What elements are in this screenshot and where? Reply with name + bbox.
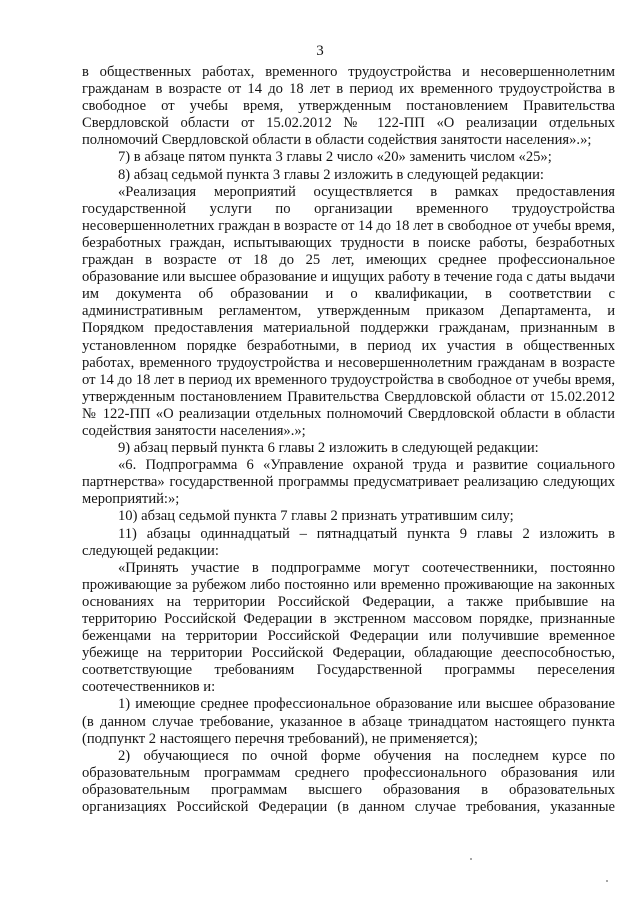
scan-speck: [606, 880, 608, 882]
paragraph-quote-realization: «Реализация мероприятий осуществляется в рамках предоставления государственной услуги по организации временного трудоустройства несовершеннолетних граждан в возрасте от 14 до 18 лет в свободное от учебы время, безработных граждан, испытывающих трудности в поиске работы, безработных граждан в возрасте от 18 до 25 лет, имеющих среднее профессиональное образование или высшее образование и ищущих работу в течение года с даты выдачи им документа об образовании и о квалификации, в соответствии с административным регламентом, утвержденным приказом Департамента, и Порядком предоставления материальной поддержки гражданам, признанным в установленном порядке безработными, в период их участия в общественных работах, временного трудоустройства и несовершеннолетним гражданам в возрасте от 14 до 18 лет в период их временного трудоустройства в свободное от учебы время, утвержденным постановлением Правительства Свердловской области от 15.02.2012 № 122-ПП «О реализации отдельных полномочий Свердловской области в области содействия занятости населения».»;: [82, 183, 615, 439]
paragraph-subitem-1: 1) имеющие среднее профессиональное образование или высшее образование (в данном случае требование, указанное в абзаце тринадцатом настоящего пункта (подпункт 2 настоящего перечня требований), не применяется);: [82, 696, 615, 747]
scan-speck: [470, 858, 472, 860]
paragraph-quote-subprogram-6: «6. Подпрограмма 6 «Управление охраной труда и развитие социального партнерства» государственной программы предусматривает реализацию следующих мероприятий:»;: [82, 457, 615, 508]
page-number: 3: [316, 43, 324, 59]
paragraph-item-7: 7) в абзаце пятом пункта 3 главы 2 число «20» заменить числом «25»;: [118, 149, 552, 166]
paragraph-item-9: 9) абзац первый пункта 6 главы 2 изложить в следующей редакции:: [118, 440, 539, 457]
paragraph-item-8: 8) абзац седьмой пункта 3 главы 2 изложить в следующей редакции:: [118, 166, 544, 183]
paragraph-item-10: 10) абзац седьмой пункта 7 главы 2 признать утратившим силу;: [118, 508, 514, 525]
paragraph-continuation: в общественных работах, временного трудоустройства и несовершеннолетним гражданам в возрасте от 14 до 18 лет в период их временного трудоустройства в свободное от учебы время, утвержденным постановлением Правительства Свердловской области от 15.02.2012 № 122-ПП «О реализации отдельных полномочий Свердловской области в области содействия занятости населения».»;: [82, 64, 615, 149]
document-body: [82, 64, 615, 816]
paragraph-quote-participation: «Принять участие в подпрограмме могут соотечественники, постоянно проживающие за рубежом либо постоянно или временно проживающие на законных основаниях на территории Российской Федерации, а также прибывшие на территорию Российской Федерации в экстренном массовом порядке, признанные беженцами на территории Российской Федерации или получившие временное убежище на территории Российской Федерации, обладающие дееспособностью, соответствующие требованиям Государственной программы переселения соотечественников и:: [82, 559, 615, 696]
paragraph-item-11: 11) абзацы одиннадцатый – пятнадцатый пункта 9 главы 2 изложить в следующей редакции:: [82, 525, 615, 559]
paragraph-subitem-2: 2) обучающиеся по очной форме обучения на последнем курсе по образовательным программам среднего профессионального образования или образовательным программам высшего образования в образовательных организациях Российской Федерации (в данном случае требования, указанные: [82, 747, 615, 816]
